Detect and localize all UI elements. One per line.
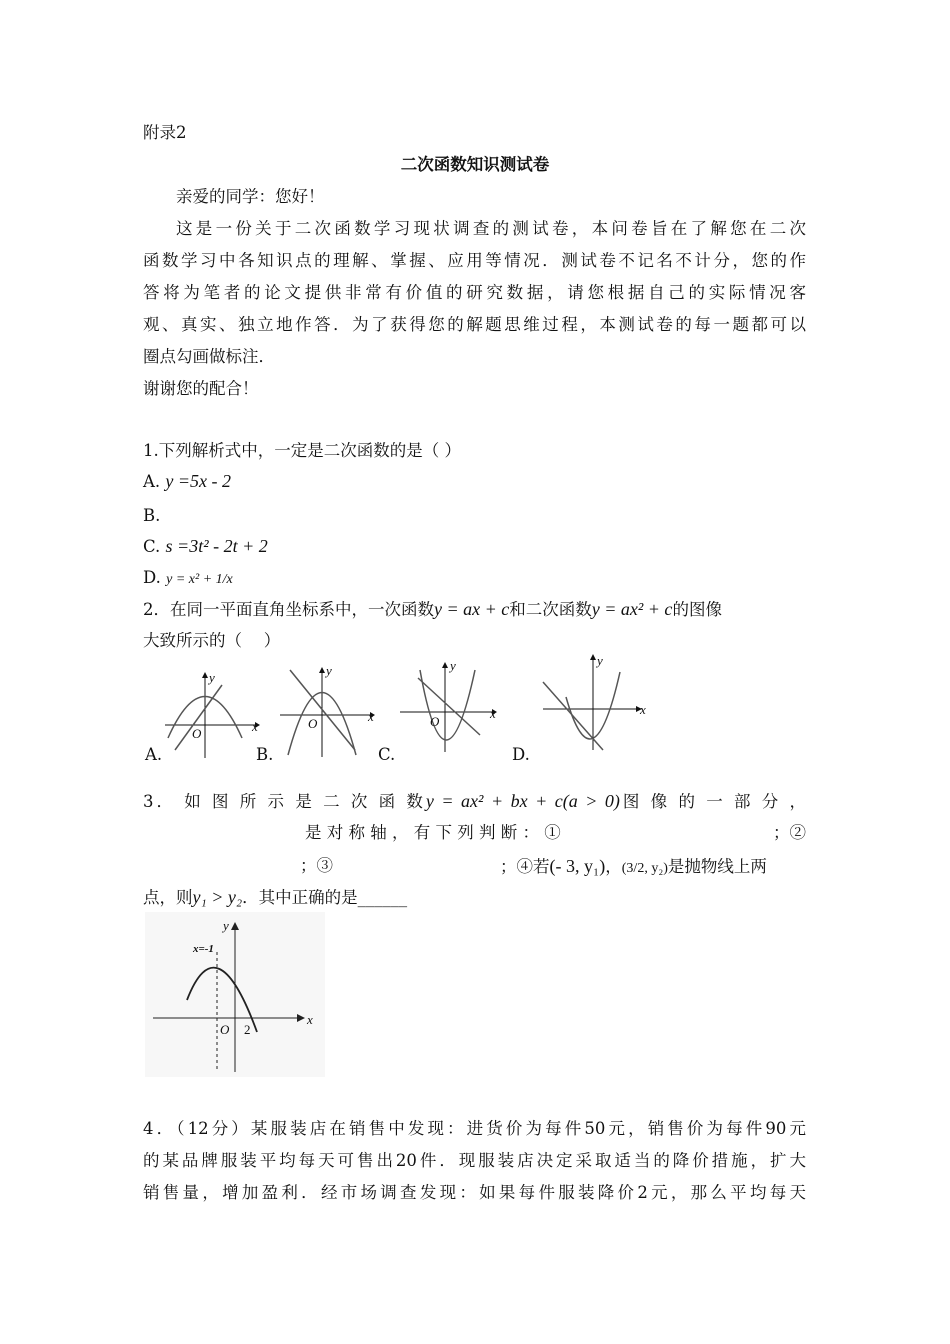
option-label: D.: [512, 745, 530, 764]
text: ；③: [300, 856, 333, 875]
math-expr: y₁ > y₂: [192, 887, 243, 907]
origin-label: O: [430, 714, 440, 729]
math-expr: y = ax + c: [434, 599, 510, 619]
option-label: A.: [143, 472, 161, 491]
text: 的图像: [672, 600, 722, 619]
text: 2．在同一平面直角坐标系中，一次函数: [143, 600, 434, 619]
axis-label: y: [450, 660, 456, 673]
q4-line: 4．（12分）某服装店在销售中发现：进货价为每件50元，销售价为每件90元: [143, 1119, 806, 1138]
origin-label: O: [192, 726, 202, 741]
axis-label: x: [368, 709, 374, 724]
graph-option-d: [538, 652, 653, 752]
graph-option-c: [400, 660, 500, 755]
option-label: B.: [256, 745, 274, 764]
q3-line3: ；③ ；④若(- 3, y₁)，(3/2, y₂)是抛物线上两: [300, 856, 767, 876]
text: 点，则: [143, 888, 193, 907]
intro-line: 这是一份关于二次函数学习现状调查的测试卷，本问卷旨在了解您在二次: [176, 219, 806, 238]
intro-line: 答将为笔者的论文提供非常有价值的研究数据，请您根据自己的实际情况客: [143, 283, 806, 302]
graph-option-a: [160, 670, 260, 760]
q2-stem-line2: 大致所示的（ ）: [143, 631, 281, 650]
option-label: B.: [143, 506, 161, 525]
intro-line: 圈点勾画做标注．: [143, 347, 275, 366]
text: 和二次函数: [509, 600, 592, 619]
greeting: 亲爱的同学：您好！: [176, 187, 325, 206]
symmetry-axis-label: x=-1: [193, 943, 214, 955]
q1-option-b: [143, 505, 806, 527]
option-label: A.: [145, 745, 163, 764]
text: ；②: [773, 823, 806, 842]
math-expr: y = x² + 1/x: [166, 572, 233, 587]
q1-option-d: [143, 567, 806, 591]
origin-label: O: [308, 716, 318, 731]
option-label: C.: [378, 745, 396, 764]
intro-line: 函数学习中各知识点的理解、掌握、应用等情况．测试卷不记名不计分，您的作: [143, 251, 806, 270]
text: 3． 如 图 所 示 是 二 次 函 数: [143, 792, 426, 811]
math-expr: (3/2, y₂): [621, 861, 668, 876]
axis-label: x: [252, 719, 258, 734]
math-expr: y =5x - 2: [165, 471, 232, 491]
q1-option-a: [143, 470, 806, 493]
q2-stem: [143, 598, 806, 621]
origin-label: O: [220, 1022, 230, 1037]
axis-label: x: [307, 1012, 313, 1027]
q3-parabola-graph: [145, 912, 325, 1077]
option-label: C.: [143, 537, 161, 556]
axis-label: y: [223, 918, 229, 933]
page-title: 二次函数知识测试卷: [400, 155, 550, 174]
math-expr: (- 3, y₁): [549, 856, 606, 876]
axis-label: x: [640, 702, 646, 717]
intro-line: 观、真实、独立地作答．为了获得您的解题思维过程，本测试卷的每一题都可以: [143, 315, 806, 334]
math-expr: y = ax² + c: [591, 599, 673, 619]
q3-line1: [143, 790, 806, 813]
thanks: 谢谢您的配合！: [143, 379, 259, 398]
math-expr: s =3t² - 2t + 2: [165, 536, 268, 556]
axis-label: y: [597, 653, 603, 668]
q4-line: 的某品牌服装平均每天可售出20件．现服装店决定采取适当的降价措施，扩大: [143, 1151, 806, 1170]
q3-line2: [305, 822, 806, 844]
axis-label: y: [326, 665, 332, 678]
axis-label: y: [209, 670, 215, 685]
q3-line4: [143, 886, 806, 909]
option-label: D.: [143, 568, 161, 587]
text: 是抛物线上两: [667, 857, 767, 876]
q1-stem: 1.下列解析式中，一定是二次函数的是（ ）: [143, 441, 461, 460]
text: 是 对 称 轴 ， 有 下 列 判 断 ： ①: [305, 823, 561, 842]
graph-option-b: [280, 665, 380, 760]
q4-line: 销售量，增加盈利．经市场调查发现：如果每件服装降价2元，那么平均每天: [143, 1183, 806, 1202]
math-expr: y = ax² + bx + c(a > 0): [425, 791, 620, 811]
axis-label: x: [490, 706, 496, 721]
text: ；④若: [500, 857, 550, 876]
text: ．其中正确的是______: [242, 888, 408, 907]
text: 图 像 的 一 部 分 ，: [619, 792, 806, 811]
q1-option-c: [143, 535, 806, 558]
appendix-label: 附录2: [143, 123, 187, 142]
tick-label: 2: [244, 1022, 251, 1037]
